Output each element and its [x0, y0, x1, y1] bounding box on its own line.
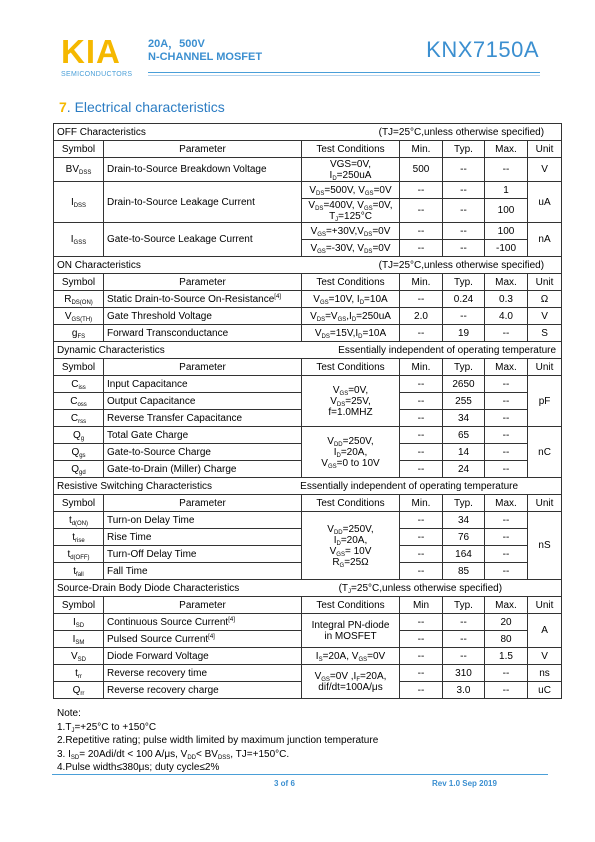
logo-subtitle: SEMICONDUCTORS [61, 71, 133, 78]
group-header-off: OFF Characteristics (TJ=25°C,unless otherwise specified) [54, 124, 562, 141]
column-header-row: Symbol Parameter Test Conditions Min. Typ. Max. Unit [54, 495, 562, 512]
table-row-rdson: $R_{DS(ON)}$ Static Drain-to-Source On-Resistance[4] $V_{GS}=10V$, $I_D=10A$ -- 0.24 0.3 Ω [54, 291, 562, 308]
table-row-tdon: $t_{d(ON)}$ Turn-on Delay Time $V_{DD}=250V$, $I_D=20A$, $V_{GS}= 10V$ $R_G=25\Omega$ -- 34 -- nS [54, 512, 562, 529]
table-row-idss-1: $I_{DSS}$ Drain-to-Source Leakage Current $V_{DS}=500V$, $V_{GS}=0V$ -- -- 1 uA [54, 182, 562, 199]
note-4: 4.Pulse width≤380μs; duty cycle≤2% [57, 762, 220, 773]
table-row-vsd: $V_{SD}$ Diode Forward Voltage $I_S=20A$, $V_{GS}=0V$ -- -- 1.5 V [54, 648, 562, 665]
table-row-ism: $I_{SM}$ Pulsed Source Current[4] -- -- 80 [54, 631, 562, 648]
table-row-crss: $C_{rss}$ Reverse Transfer Capacitance -- 34 -- [54, 410, 562, 427]
table-row-trise: $t_{rise}$ Rise Time -- 76 -- [54, 529, 562, 546]
column-header-row: Symbol Parameter Test Conditions Min. Typ. Max. Unit [54, 274, 562, 291]
column-header-row: Symbol Parameter Test Conditions Min Typ. Max. Unit [54, 597, 562, 614]
table-row-ciss: $C_{iss}$ Input Capacitance $V_{GS}=0V$, $V_{DS}=25V$, f=1.0MHZ -- 2650 -- pF [54, 376, 562, 393]
rating-text: 20A，500V [148, 38, 205, 50]
note-2: 2.Repetitive rating; pulse width limited by maximum junction temperature [57, 735, 379, 746]
group-header-switching: Resistive Switching Characteristics Essentially independent of operating temperature [54, 478, 562, 495]
column-header-row: Symbol Parameter Test Conditions Min. Typ. Max. Unit [54, 359, 562, 376]
header-divider-light [148, 75, 540, 76]
revision-date: Rev 1.0 Sep 2019 [432, 779, 497, 788]
section-title-text: . Electrical characteristics [66, 99, 225, 115]
electrical-characteristics-table [53, 123, 562, 699]
company-logo [61, 35, 132, 78]
header-divider [148, 72, 540, 73]
product-description [148, 38, 262, 64]
section-title [59, 99, 225, 115]
notes-title: Note: [57, 708, 81, 719]
table-row-qgs: $Q_{gs}$ Gate-to-Source Charge -- 14 -- [54, 444, 562, 461]
table-row-qrr: $Q_{rr}$ Reverse recovery charge -- 3.0 -- uC [54, 682, 562, 699]
table-row-igss-1: $I_{GSS}$ Gate-to-Source Leakage Current $V_{GS}=+30V,V_{DS}=0V$ -- -- 100 nA [54, 223, 562, 240]
table-row-vgsth: $V_{GS(TH)}$ Gate Threshold Voltage $V_{DS}=V_{GS},I_D=250uA$ 2.0 -- 4.0 V [54, 308, 562, 325]
table-row-tfall: $t_{fall}$ Fall Time -- 85 -- [54, 563, 562, 580]
group-header-on: ON Characteristics (TJ=25°C,unless otherwise specified) [54, 257, 562, 274]
footer-divider [52, 774, 548, 775]
section-number: 7 [59, 99, 67, 115]
logo-text: KIA [61, 33, 121, 70]
group-header-source-drain: Source-Drain Body Diode Characteristics ($T_J=25^\circ C,unless$ otherwise specified) [54, 580, 562, 597]
table-row-qg: $Q_g$ Total Gate Charge $V_{DD}=250V$, $I_D=20A$, $V_{GS}=0$ to 10V -- 65 -- nC [54, 427, 562, 444]
notes [57, 707, 378, 775]
table-row-coss: $C_{oss}$ Output Capacitance -- 255 -- [54, 393, 562, 410]
table-row-idss-2: $V_{DS}=400V$, $V_{GS}=0V$, $T_J=125^\circ C$ -- -- 100 [54, 199, 562, 223]
table-row-igss-2: $V_{GS}=-30V$, $V_{DS}=0V$ -- -- -100 [54, 240, 562, 257]
column-header-row: Symbol Parameter Test Conditions Min. Typ. Max. Unit [54, 141, 562, 158]
page-number: 3 of 6 [274, 779, 295, 788]
table-row-bvdss: $BV_{DSS}$ Drain-to-Source Breakdown Voltage VGS=0V, $I_D=250uA$ 500 -- -- V [54, 158, 562, 182]
device-type-text: N-CHANNEL MOSFET [148, 51, 263, 63]
group-header-dynamic: Dynamic Characteristics Essentially independent of operating temperature [54, 342, 562, 359]
table-row-tdoff: $t_{d(OFF)}$ Turn-Off Delay Time -- 164 -- [54, 546, 562, 563]
table-row-isd: $I_{SD}$ Continuous Source Current[4] Integral PN-diode in MOSFET -- -- 20 A [54, 614, 562, 631]
note-3: 3. $I_{SD}= 20Adi/dt < 100$ A/μs, $V_{DD}< BV_{DSS}$, TJ=+150°C. [57, 748, 290, 761]
table-row-trr: $t_{rr}$ Reverse recovery time $V_{GS}=0V$ $,I_F=20A$, dif/dt=100A/μs -- 310 -- ns [54, 665, 562, 682]
table-row-qgd: $Q_{gd}$ Gate-to-Drain (Miller) Charge -- 24 -- [54, 461, 562, 478]
part-number: KNX7150A [426, 37, 539, 62]
table-row-gfs: $g_{FS}$ Forward Transconductance $V_{DS}=15V,I_D=10A$ -- 19 -- S [54, 325, 562, 342]
note-1: $1.T_J=+25^\circ C$ to +150°C [57, 721, 157, 734]
